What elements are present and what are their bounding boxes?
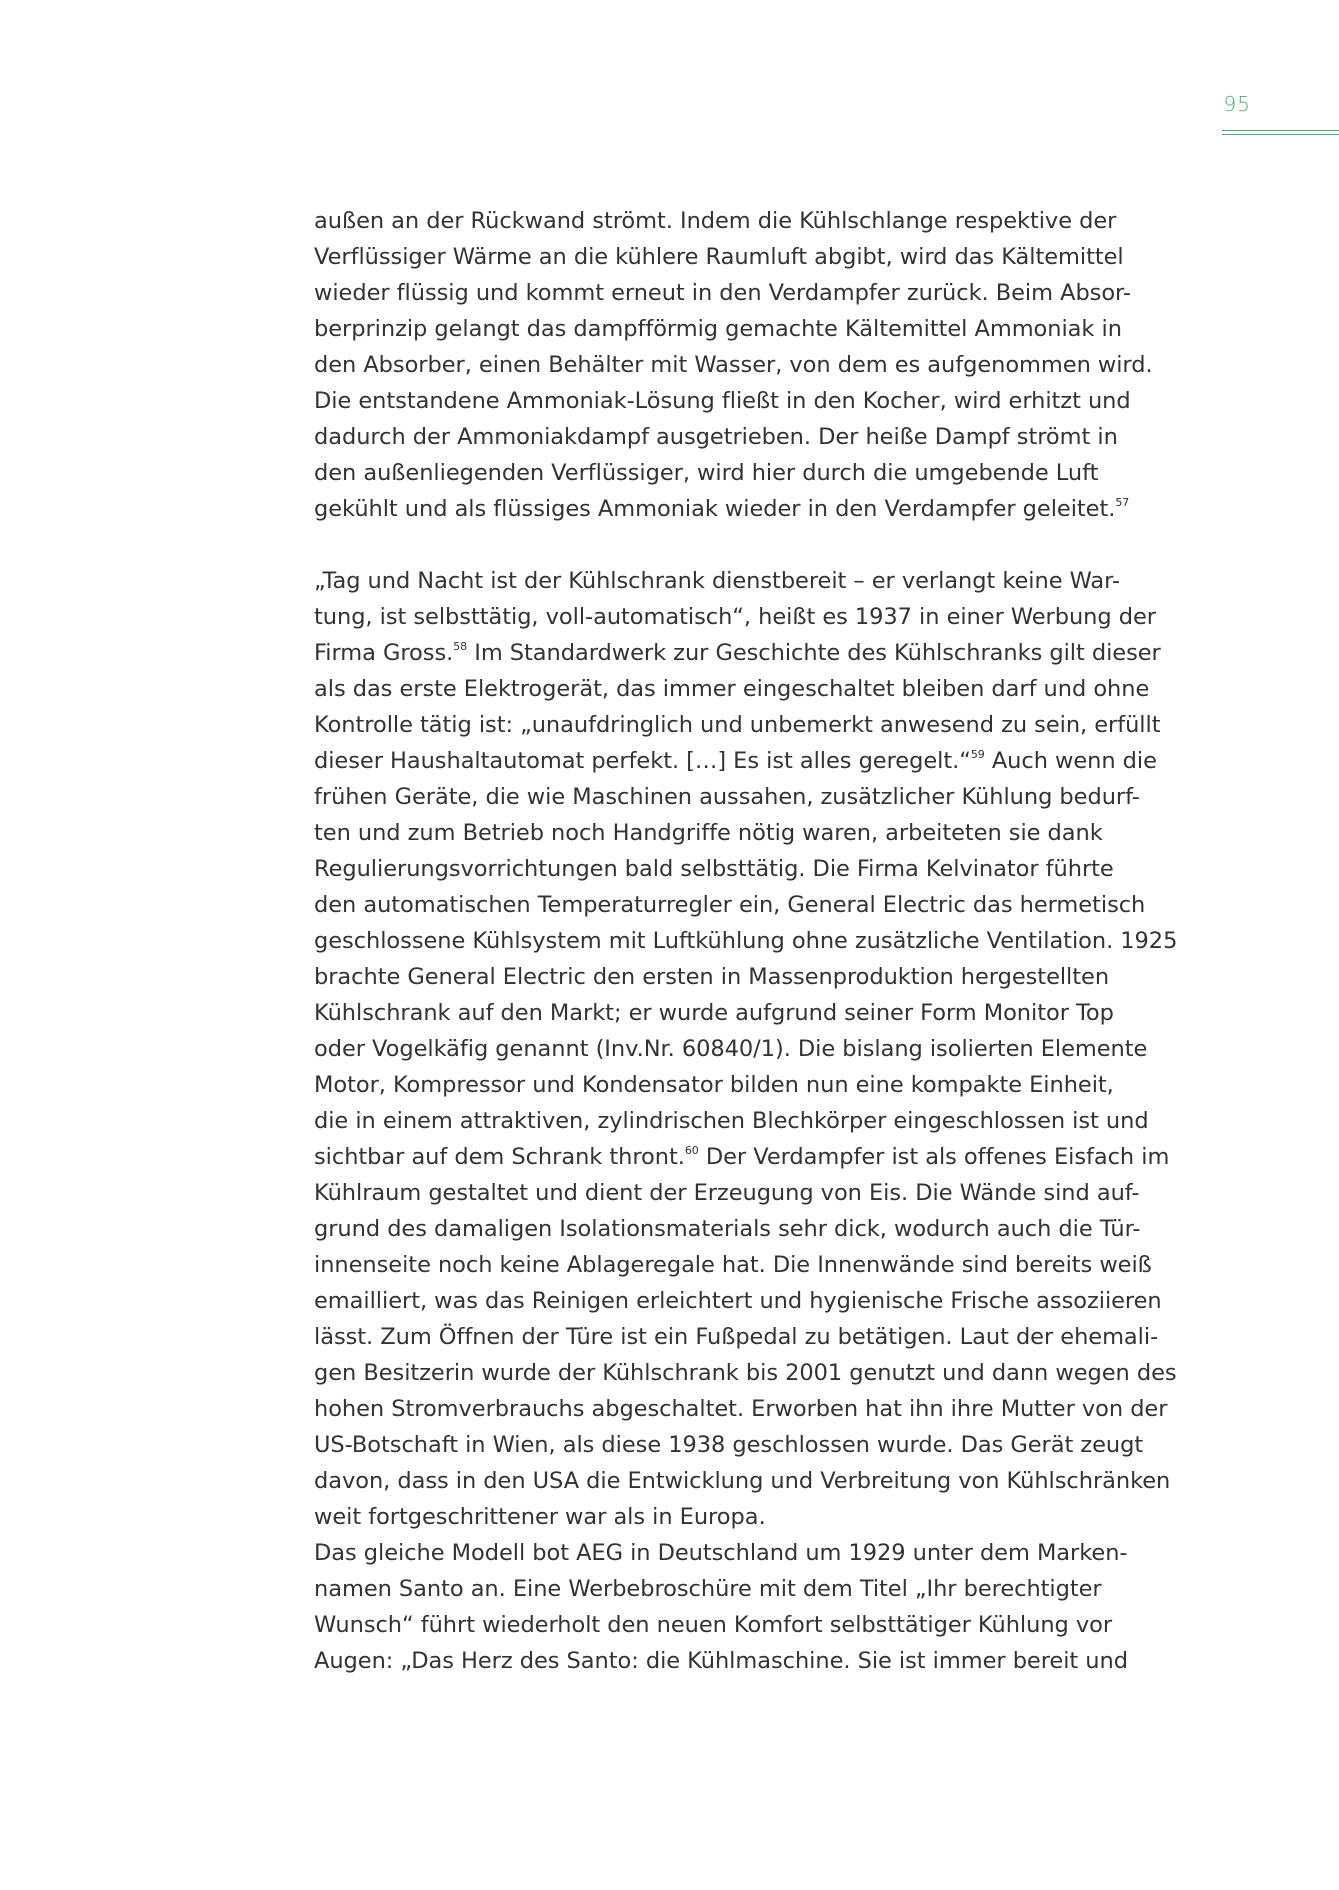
text-line: Verflüssiger Wärme an die kühlere Raumluft abgibt, wird das Kältemittel xyxy=(314,244,1124,270)
body-text xyxy=(314,203,1214,1679)
text-line xyxy=(314,491,1214,527)
text-line: emailliert, was das Reinigen erleichtert und hygienische Frische assoziieren xyxy=(314,1288,1162,1314)
text-line: Das gleiche Modell bot AEG in Deutschland um 1929 unter dem Marken- xyxy=(314,1540,1128,1566)
text-line: „Tag und Nacht ist der Kühlschrank dienstbereit – er verlangt keine War- xyxy=(314,568,1120,594)
text-segment: Auch wenn die xyxy=(984,748,1157,774)
paragraph xyxy=(314,563,1214,1679)
text-line: wieder flüssig und kommt erneut in den Verdampfer zurück. Beim Absor- xyxy=(314,280,1131,306)
text-segment: Firma Gross. xyxy=(314,640,454,666)
text-line xyxy=(314,635,1214,671)
text-line: namen Santo an. Eine Werbebroschüre mit dem Titel „Ihr berechtigter xyxy=(314,1576,1102,1602)
text-line: Regulierungsvorrichtungen bald selbsttätig. Die Firma Kelvinator führte xyxy=(314,856,1114,882)
footnote-marker: 59 xyxy=(970,748,985,761)
footnote-marker: 60 xyxy=(684,1144,699,1157)
text-line: oder Vogelkäfig genannt (Inv.Nr. 60840/1). Die bislang isolierten Elemente xyxy=(314,1036,1148,1062)
paragraph xyxy=(314,203,1214,527)
text-line: die in einem attraktiven, zylindrischen Blechkörper eingeschlossen ist und xyxy=(314,1108,1149,1134)
text-line: ten und zum Betrieb noch Handgriffe nötig waren, arbeiteten sie dank xyxy=(314,820,1103,846)
text-segment: gekühlt und als flüssiges Ammoniak wieder in den Verdampfer geleitet. xyxy=(314,496,1116,522)
text-line: den Absorber, einen Behälter mit Wasser, von dem es aufgenommen wird. xyxy=(314,352,1153,378)
text-segment: Im Standardwerk zur Geschichte des Kühlschranks gilt dieser xyxy=(467,640,1161,666)
footnote-marker: 58 xyxy=(453,640,468,653)
text-line: tung, ist selbsttätig, voll-automatisch“, heißt es 1937 in einer Werbung der xyxy=(314,604,1156,630)
text-line: Kontrolle tätig ist: „unaufdringlich und unbemerkt anwesend zu sein, erfüllt xyxy=(314,712,1161,738)
text-segment: Der Verdampfer ist als offenes Eisfach im xyxy=(698,1144,1170,1170)
text-line: Wunsch“ führt wiederholt den neuen Komfort selbsttätiger Kühlung vor xyxy=(314,1612,1113,1638)
text-line: Kühlraum gestaltet und dient der Erzeugung von Eis. Die Wände sind auf- xyxy=(314,1180,1140,1206)
text-segment: dieser Haushaltautomat perfekt. […] Es ist alles geregelt.“ xyxy=(314,748,971,774)
paragraph-gap xyxy=(314,527,1214,563)
header-rule xyxy=(1222,130,1339,131)
text-line: weit fortgeschrittener war als in Europa. xyxy=(314,1504,766,1530)
text-line: berprinzip gelangt das dampfförmig gemachte Kältemittel Ammoniak in xyxy=(314,316,1122,342)
text-line xyxy=(314,1139,1214,1175)
text-line xyxy=(314,743,1214,779)
text-line: frühen Geräte, die wie Maschinen aussahen, zusätzlicher Kühlung bedurf- xyxy=(314,784,1140,810)
text-line: Motor, Kompressor und Kondensator bilden nun eine kompakte Einheit, xyxy=(314,1072,1114,1098)
footnote-marker: 57 xyxy=(1115,496,1130,509)
text-line: davon, dass in den USA die Entwicklung und Verbreitung von Kühlschränken xyxy=(314,1468,1171,1494)
text-line: den automatischen Temperaturregler ein, General Electric das hermetisch xyxy=(314,892,1146,918)
text-line: gen Besitzerin wurde der Kühlschrank bis 2001 genutzt und dann wegen des xyxy=(314,1360,1177,1386)
text-line: dadurch der Ammoniakdampf ausgetrieben. Der heiße Dampf strömt in xyxy=(314,424,1118,450)
text-line: brachte General Electric den ersten in Massenproduktion hergestellten xyxy=(314,964,1110,990)
text-line: Augen: „Das Herz des Santo: die Kühlmaschine. Sie ist immer bereit und xyxy=(314,1648,1128,1674)
text-line: hohen Stromverbrauchs abgeschaltet. Erworben hat ihn ihre Mutter von der xyxy=(314,1396,1168,1422)
text-line: US-Botschaft in Wien, als diese 1938 geschlossen wurde. Das Gerät zeugt xyxy=(314,1432,1144,1458)
text-line: den außenliegenden Verflüssiger, wird hier durch die umgebende Luft xyxy=(314,460,1099,486)
text-line: grund des damaligen Isolationsmaterials sehr dick, wodurch auch die Tür- xyxy=(314,1216,1141,1242)
text-line: Die entstandene Ammoniak-Lösung fließt in den Kocher, wird erhitzt und xyxy=(314,388,1131,414)
header-rule xyxy=(1222,134,1339,135)
text-line: außen an der Rückwand strömt. Indem die Kühlschlange respektive der xyxy=(314,208,1117,234)
text-line: Kühlschrank auf den Markt; er wurde aufgrund seiner Form Monitor Top xyxy=(314,1000,1114,1026)
text-line: geschlossene Kühlsystem mit Luftkühlung ohne zusätzliche Ventilation. 1925 xyxy=(314,928,1178,954)
page-number: 95 xyxy=(1223,92,1251,116)
text-line: lässt. Zum Öffnen der Türe ist ein Fußpedal zu betätigen. Laut der ehemali- xyxy=(314,1324,1159,1350)
text-line: innenseite noch keine Ablageregale hat. Die Innenwände sind bereits weiß xyxy=(314,1252,1152,1278)
text-segment: sichtbar auf dem Schrank thront. xyxy=(314,1144,685,1170)
text-line: als das erste Elektrogerät, das immer eingeschaltet bleiben darf und ohne xyxy=(314,676,1150,702)
